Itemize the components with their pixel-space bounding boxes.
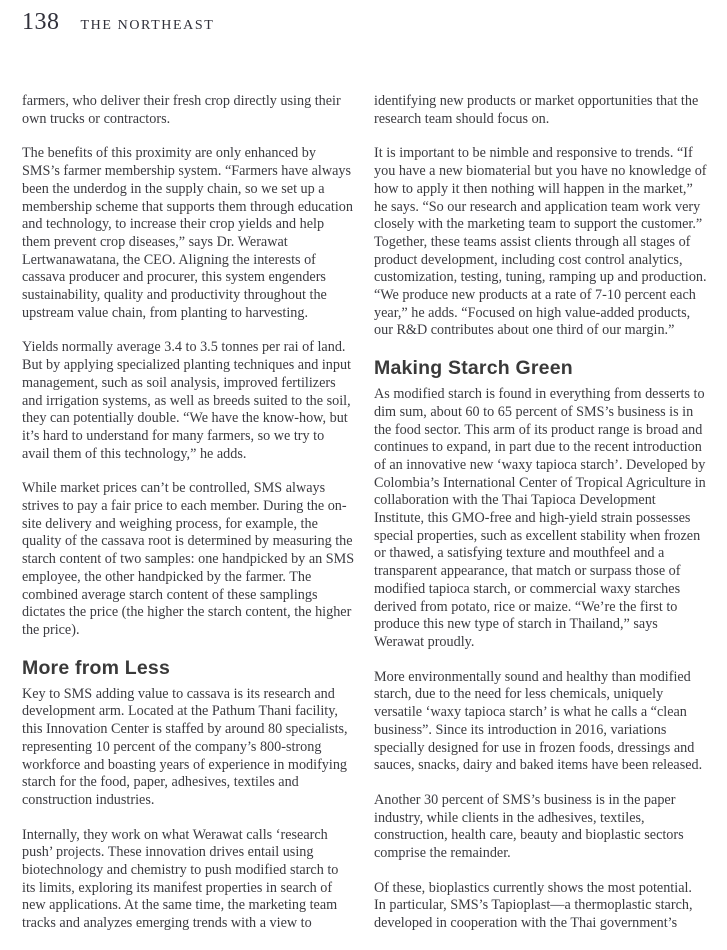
paragraph-innovation-center: Key to SMS adding value to cassava is its research and development arm. Located at the Pathum Thani facility, this Innovation Center is staffed by around 80 specialists, representing 10 percent of the company’s 800-strong workforce and boasting years of experience in modifying starch for the food, paper, adhesives, textiles and construction industries.	[22, 685, 348, 808]
paragraph-modified-starch: As modified starch is found in everything from desserts to dim sum, about 60 to 65 percent of SMS’s business is in the food sector. This arm of its product range is broad and continues to expand, in part due to the recent introduction of an innovative new ‘waxy tapioca starch’. Developed by Colombia’s International Center of Tropical Agriculture in collaboration with the Thai Tapioca Development Institute, this GMO-free and high-yield strain possesses special properties, such as excellent stability when frozen or thawed, a satisfying texture and mouthfeel and a transparent appearance, that match or surpass those of modified tapioca starch, or commercial waxy starches derived from potato, rice or maize. “We’re the first to produce this new type of starch in Thailand,” says Werawat proudly.	[374, 386, 706, 650]
section-title: THE NORTHEAST	[80, 18, 215, 33]
page-header	[22, 9, 214, 36]
right-column	[374, 93, 707, 950]
page-number: 138	[22, 9, 60, 35]
paragraph-identifying: identifying new products or market opportunities that the research team should focus on.	[374, 93, 699, 127]
paragraph-yields: Yields normally average 3.4 to 3.5 tonnes per rai of land. But by applying specialized planting techniques and input management, such as soil analysis, improved fertilizers and irrigation systems, as well as breeds suited to the soil, they can potentially double. “We have the know-how, but it’s hard to understand for many farmers, so we try to avail them of this technology,” he adds.	[22, 339, 352, 462]
section-heading-making-starch-green: Making Starch Green	[374, 357, 573, 380]
section-heading-more-from-less: More from Less	[22, 656, 171, 679]
left-column	[22, 93, 355, 950]
paragraph-membership: The benefits of this proximity are only enhanced by SMS’s farmer membership system. “Farmers have always been the underdog in the supply chain, so we set up a membership scheme that supports them through education and technology, to increase their crop yields and help them prevent crop diseases,” says Dr. Werawat Lertwanawatana, the CEO. Aligning the interests of cassava producer and procurer, this system engenders sustainability, quality and productivity throughout the upstream value chain, from planting to harvesting.	[22, 145, 353, 321]
paragraph-farmers: farmers, who deliver their fresh crop directly using their own trucks or contractors.	[22, 93, 341, 127]
paragraph-nimble: It is important to be nimble and responsive to trends. “If you have a new biomaterial but you have no knowledge of how to apply it then nothing will happen in the market,” he says. “So our research and application team work very closely with the marketing team to support the customer.” Together, these teams assist clients through all stages of product development, including cost control analytics, customization, testing, tuning, ramping up and production. “We produce new products at a rate of 7-10 percent each year,” he adds. “Focused on high value-added products, our R&D contributes about one third of our margin.”	[374, 145, 707, 339]
page-content	[22, 93, 707, 950]
paragraph-paper: Another 30 percent of SMS’s business is in the paper industry, while clients in the adhesives, textiles, construction, health care, beauty and bioplastic sectors comprise the remainder.	[374, 791, 684, 862]
paragraph-environment: More environmentally sound and healthy than modified starch, due to the need for less chemicals, uniquely versatile ‘waxy tapioca starch’ is what he calls a “clean business”. Since its introduction in 2016, variations specially designed for use in frozen foods, dressings and sauces, snacks, dairy and baked items have been released.	[374, 668, 703, 774]
paragraph-bioplastics: Of these, bioplastics currently shows the most potential. In particular, SMS’s Tapioplast—a thermoplastic starch, developed in cooperation with the Thai government’s	[374, 879, 693, 932]
paragraph-research-push: Internally, they work on what Werawat calls ‘research push’ projects. These innovation drives entail using biotechnology and chemistry to push modified starch to its limits, exploring its manifest properties in search of new applications. At the same time, the marketing team tracks and analyzes emerging trends with a view to	[22, 826, 339, 932]
paragraph-fair-price: While market prices can’t be controlled, SMS always strives to pay a fair price to each member. During the on-site delivery and weighing process, for example, the quality of the cassava root is determined by measuring the starch content of two samples: one handpicked by an SMS employee, the other handpicked by the farmer. The combined average starch content of these samplings dictates the price (the higher the starch content, the higher the price).	[22, 480, 355, 638]
